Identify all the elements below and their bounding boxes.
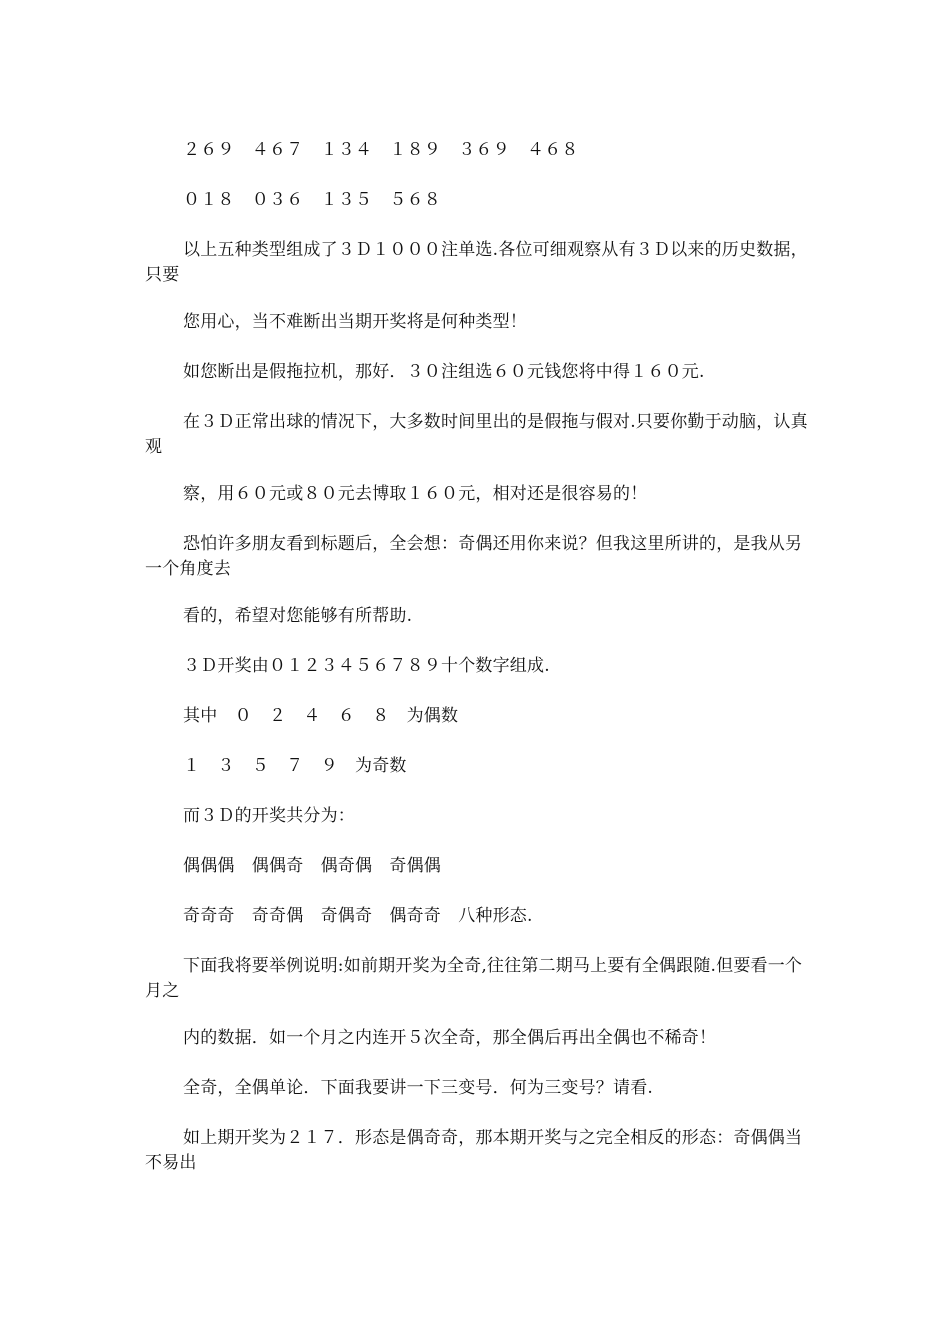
paragraph-monthly-data: 内的数据．如一个月之内连开５次全奇，那全偶后再出全偶也不稀奇！ [183,1028,717,1048]
paragraph-patterns-2: 奇奇奇 奇奇偶 奇偶奇 偶奇奇 八种形态. [183,906,533,926]
paragraph-five-types: 以上五种类型组成了３Ｄ１０００注单选.各位可细观察从有３Ｄ以来的历史数据，只要 [145,240,808,285]
paragraph-careful: 您用心，当不难断出当期开奖将是何种类型！ [183,312,527,332]
paragraph-odd-numbers: １ ３ ５ ７ ９ 为奇数 [183,756,407,776]
paragraph-fake-tractor: 如您断出是假拖拉机，那好．３０注组选６０元钱您将中得１６０元. [183,362,705,382]
paragraph-three-change: 全奇，全偶单论．下面我要讲一下三变号．何为三变号？请看. [183,1078,654,1098]
paragraph-title-thought: 恐怕许多朋友看到标题后，全会想：奇偶还用你来说？但我这里所讲的，是我从另一个角度去 [145,534,803,579]
paragraph-number-groups-2: ０１８ ０３６ １３５ ５６８ [183,190,441,210]
paragraph-example-intro: 下面我将要举例说明:如前期开奖为全奇,往往第二期马上要有全偶跟随.但要看一个月之 [145,956,803,1001]
paragraph-normal-draw: 在３Ｄ正常出球的情况下，大多数时间里出的是假拖与假对.只要你勤于动脑，认真观 [145,412,808,457]
paragraph-hope-help: 看的，希望对您能够有所帮助. [183,606,413,626]
paragraph-even-numbers: 其中 ０ ２ ４ ６ ８ 为偶数 [183,706,459,726]
paragraph-last-draw-example: 如上期开奖为２１７．形态是偶奇奇，那本期开奖与之完全相反的形态：奇偶偶当不易出 [145,1128,803,1173]
paragraph-observe: 察，用６０元或８０元去博取１６０元，相对还是很容易的！ [183,484,648,504]
paragraph-patterns-1: 偶偶偶 偶偶奇 偶奇偶 奇偶偶 [183,856,441,876]
paragraph-ten-digits: ３Ｄ开奖由０１２３４５６７８９十个数字组成. [183,656,550,676]
paragraph-number-groups-1: ２６９ ４６７ １３４ １８９ ３６９ ４６８ [183,140,579,160]
paragraph-draw-division: 而３Ｄ的开奖共分为： [183,806,355,826]
document-body [145,138,810,1176]
